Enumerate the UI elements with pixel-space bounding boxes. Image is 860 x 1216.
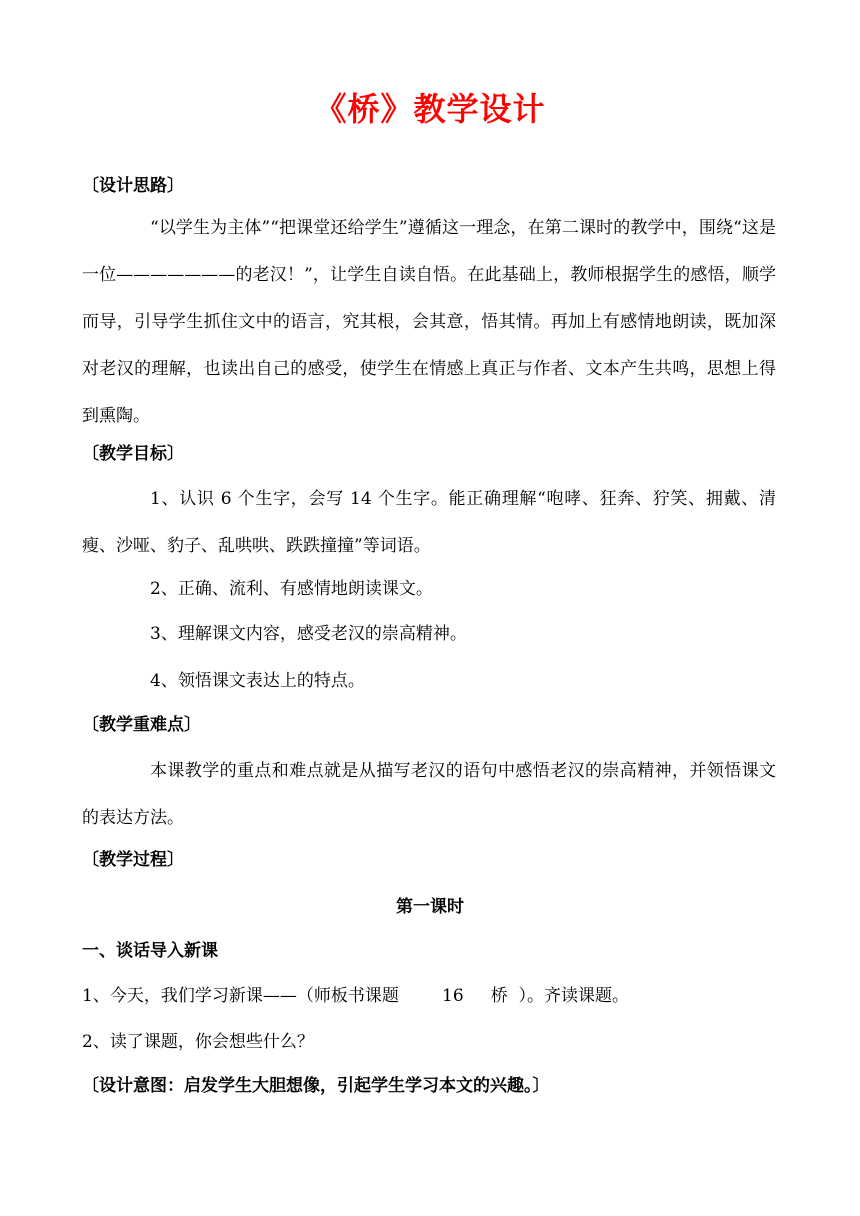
key-points-heading: 〔教学重难点〕 (82, 715, 201, 735)
goal-item-4: 4、领悟课文表达上的特点。 (150, 671, 365, 691)
design-idea-paragraph: “以学生为主体”“把课堂还给学生”遵循这一理念，在第二课时的教学中，围绕“这是一位———————的老汉！”，让学生自读自悟。在此基础上，教师根据学生的感悟，顺学而导，引导学生抓住文中的语言，究其根，会其意，悟其情。再加上有感情地朗读，既加深对老汉的理解，也读出自己的感受，使学生在情感上真正与作者、文本产生共鸣，思想上得到熏陶。 (82, 218, 776, 426)
goal-item-3: 3、理解课文内容，感受老汉的崇高精神。 (150, 624, 467, 644)
page-title: 《桥》教学设计 (314, 90, 546, 128)
design-intent-note: 〔设计意图：启发学生大胆想像，引起学生学习本文的兴趣。〕 (82, 1076, 550, 1096)
goal-item-1: 1、认识 6 个生字，会写 14 个生字。能正确理解“咆哮、狂奔、狞笑、拥戴、清瘦、沙哑、豹子、乱哄哄、跌跌撞撞”等词语。 (82, 489, 776, 556)
step-2: 2、读了课题，你会想些什么？ (82, 1032, 314, 1052)
part-1-heading: 一、谈话导入新课 (82, 941, 218, 961)
key-points-paragraph: 本课教学的重点和难点就是从描写老汉的语句中感悟老汉的崇高精神，并领悟课文的表达方法。 (82, 761, 776, 828)
goal-item-2: 2、正确、流利、有感情地朗读课文。 (150, 579, 433, 599)
process-heading: 〔教学过程〕 (82, 850, 184, 870)
lesson-title: 第一课时 (396, 897, 464, 917)
goals-heading: 〔教学目标〕 (82, 444, 184, 464)
design-idea-heading: 〔设计思路〕 (82, 176, 184, 196)
step-1: 1、今天，我们学习新课——（师板书课题 16 桥 ）。齐读课题。 (82, 986, 630, 1006)
